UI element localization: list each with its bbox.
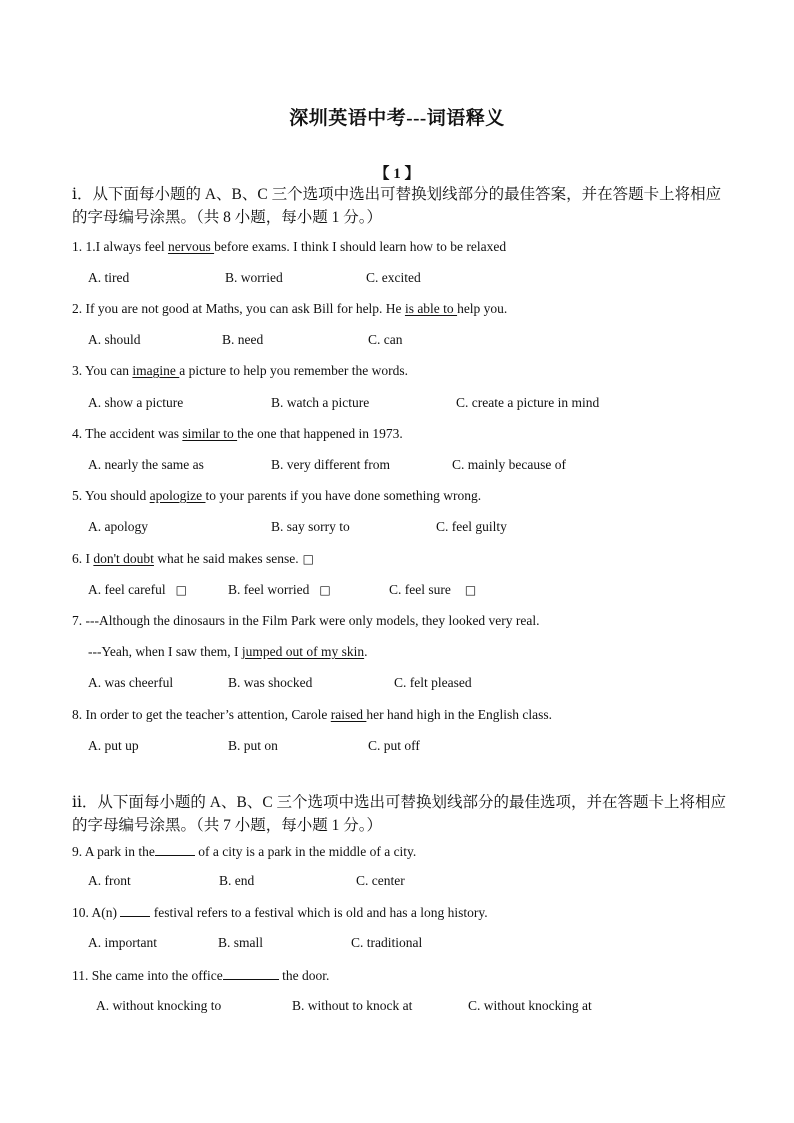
answer-blank[interactable] [120, 904, 150, 917]
question-11-options [96, 998, 716, 1016]
option-c[interactable]: C. traditional [351, 935, 423, 950]
underlined-phrase: is able to [404, 301, 458, 316]
option-a[interactable]: A. feel careful □ [88, 582, 187, 597]
section-marker: 【 1 】 [374, 166, 420, 182]
option-c[interactable]: C. can [368, 332, 403, 347]
question-11: 11. She came into the office the door. [72, 968, 330, 983]
placeholder-box-icon: □ [319, 583, 331, 597]
option-c[interactable]: C. create a picture in mind [456, 395, 600, 410]
option-a[interactable]: A. without knocking to [96, 998, 222, 1013]
option-c[interactable]: C. put off [368, 738, 420, 753]
option-a[interactable]: A. put up [88, 738, 139, 753]
option-b[interactable]: B. feel worried □ [228, 582, 331, 597]
option-a[interactable]: A. front [88, 873, 131, 888]
option-a[interactable]: A. nearly the same as [88, 457, 204, 472]
placeholder-box-icon: □ [464, 583, 477, 597]
underlined-phrase: don't doubt [93, 551, 154, 566]
question-4-options [88, 457, 708, 475]
question-4: 4. The accident was similar to the one that happened in 1973. [72, 426, 403, 441]
question-7-reply: ---Yeah, when I saw them, I jumped out of my skin. [88, 644, 368, 659]
underlined-phrase: jumped out of my skin [241, 644, 365, 659]
option-b[interactable]: B. need [222, 332, 264, 347]
part1-instruction: ⅰ．从下面每小题的 A、B、C 三个选项中选出可替换划线部分的最佳答案，并在答题卡上将相应的字母编号涂黑。（共 8 小题，每小题 1 分。） [72, 186, 722, 226]
question-7: 7. ---Although the dinosaurs in the Film Park were only models, they looked very real. [72, 613, 540, 628]
question-9: 9. A park in the of a city is a park in the middle of a city. [72, 844, 417, 859]
option-c[interactable]: C. center [356, 873, 405, 888]
option-c[interactable]: C. excited [366, 270, 421, 285]
question-9-options [88, 873, 708, 891]
underlined-phrase: imagine [132, 363, 180, 378]
option-b[interactable]: B. say sorry to [271, 519, 350, 534]
option-b[interactable]: B. was shocked [228, 675, 313, 690]
answer-blank[interactable] [223, 967, 279, 980]
underlined-phrase: raised [330, 707, 367, 722]
question-5-options [88, 519, 708, 537]
question-1-options [88, 270, 708, 288]
option-a[interactable]: A. apology [88, 519, 148, 534]
option-b[interactable]: B. watch a picture [271, 395, 370, 410]
option-a[interactable]: A. should [88, 332, 141, 347]
option-c[interactable]: C. felt pleased [394, 675, 472, 690]
question-8-options [88, 738, 708, 756]
question-2: 2. If you are not good at Maths, you can ask Bill for help. He is able to help you. [72, 301, 508, 316]
question-1: 1. 1.I always feel nervous before exams. I think I should learn how to be relaxed [72, 239, 507, 254]
placeholder-box-icon: □ [302, 552, 314, 566]
question-6-options [88, 582, 708, 600]
option-a[interactable]: A. important [88, 935, 157, 950]
option-a[interactable]: A. was cheerful [88, 675, 174, 690]
question-3: 3. You can imagine a picture to help you remember the words. [72, 363, 408, 378]
underlined-phrase: similar to [182, 426, 238, 441]
option-c[interactable]: C. feel guilty [436, 519, 507, 534]
question-10: 10. A(n) festival refers to a festival which is old and has a long history. [72, 905, 488, 920]
option-a[interactable]: A. tired [88, 270, 130, 285]
answer-blank[interactable] [155, 843, 195, 856]
question-10-options [88, 935, 708, 953]
placeholder-box-icon: □ [175, 583, 187, 597]
option-b[interactable]: B. small [218, 935, 264, 950]
option-b[interactable]: B. put on [228, 738, 278, 753]
underlined-phrase: nervous [167, 239, 215, 254]
question-8: 8. In order to get the teacher’s attention, Carole raised her hand high in the English class. [72, 707, 552, 722]
part2-instruction: ⅱ．从下面每小题的 A、B、C 三个选项中选出可替换划线部分的最佳选项，并在答题卡上将相应的字母编号涂黑。（共 7 小题，每小题 1 分。） [72, 794, 727, 834]
option-c[interactable]: C. feel sure □ [389, 582, 477, 597]
option-b[interactable]: B. end [219, 873, 255, 888]
underlined-phrase: apologize [149, 488, 206, 503]
option-b[interactable]: B. worried [225, 270, 283, 285]
option-c[interactable]: C. mainly because of [452, 457, 566, 472]
question-2-options [88, 332, 708, 350]
question-6: 6. I don't doubt what he said makes sense. □ [72, 551, 314, 566]
option-b[interactable]: B. very different from [271, 457, 390, 472]
option-b[interactable]: B. without to knock at [292, 998, 413, 1013]
question-3-options [88, 395, 708, 413]
option-c[interactable]: C. without knocking at [468, 998, 592, 1013]
question-7-options [88, 675, 708, 693]
question-5: 5. You should apologize to your parents if you have done something wrong. [72, 488, 482, 503]
option-a[interactable]: A. show a picture [88, 395, 184, 410]
page-title: 深圳英语中考---词语释义 [289, 108, 505, 129]
